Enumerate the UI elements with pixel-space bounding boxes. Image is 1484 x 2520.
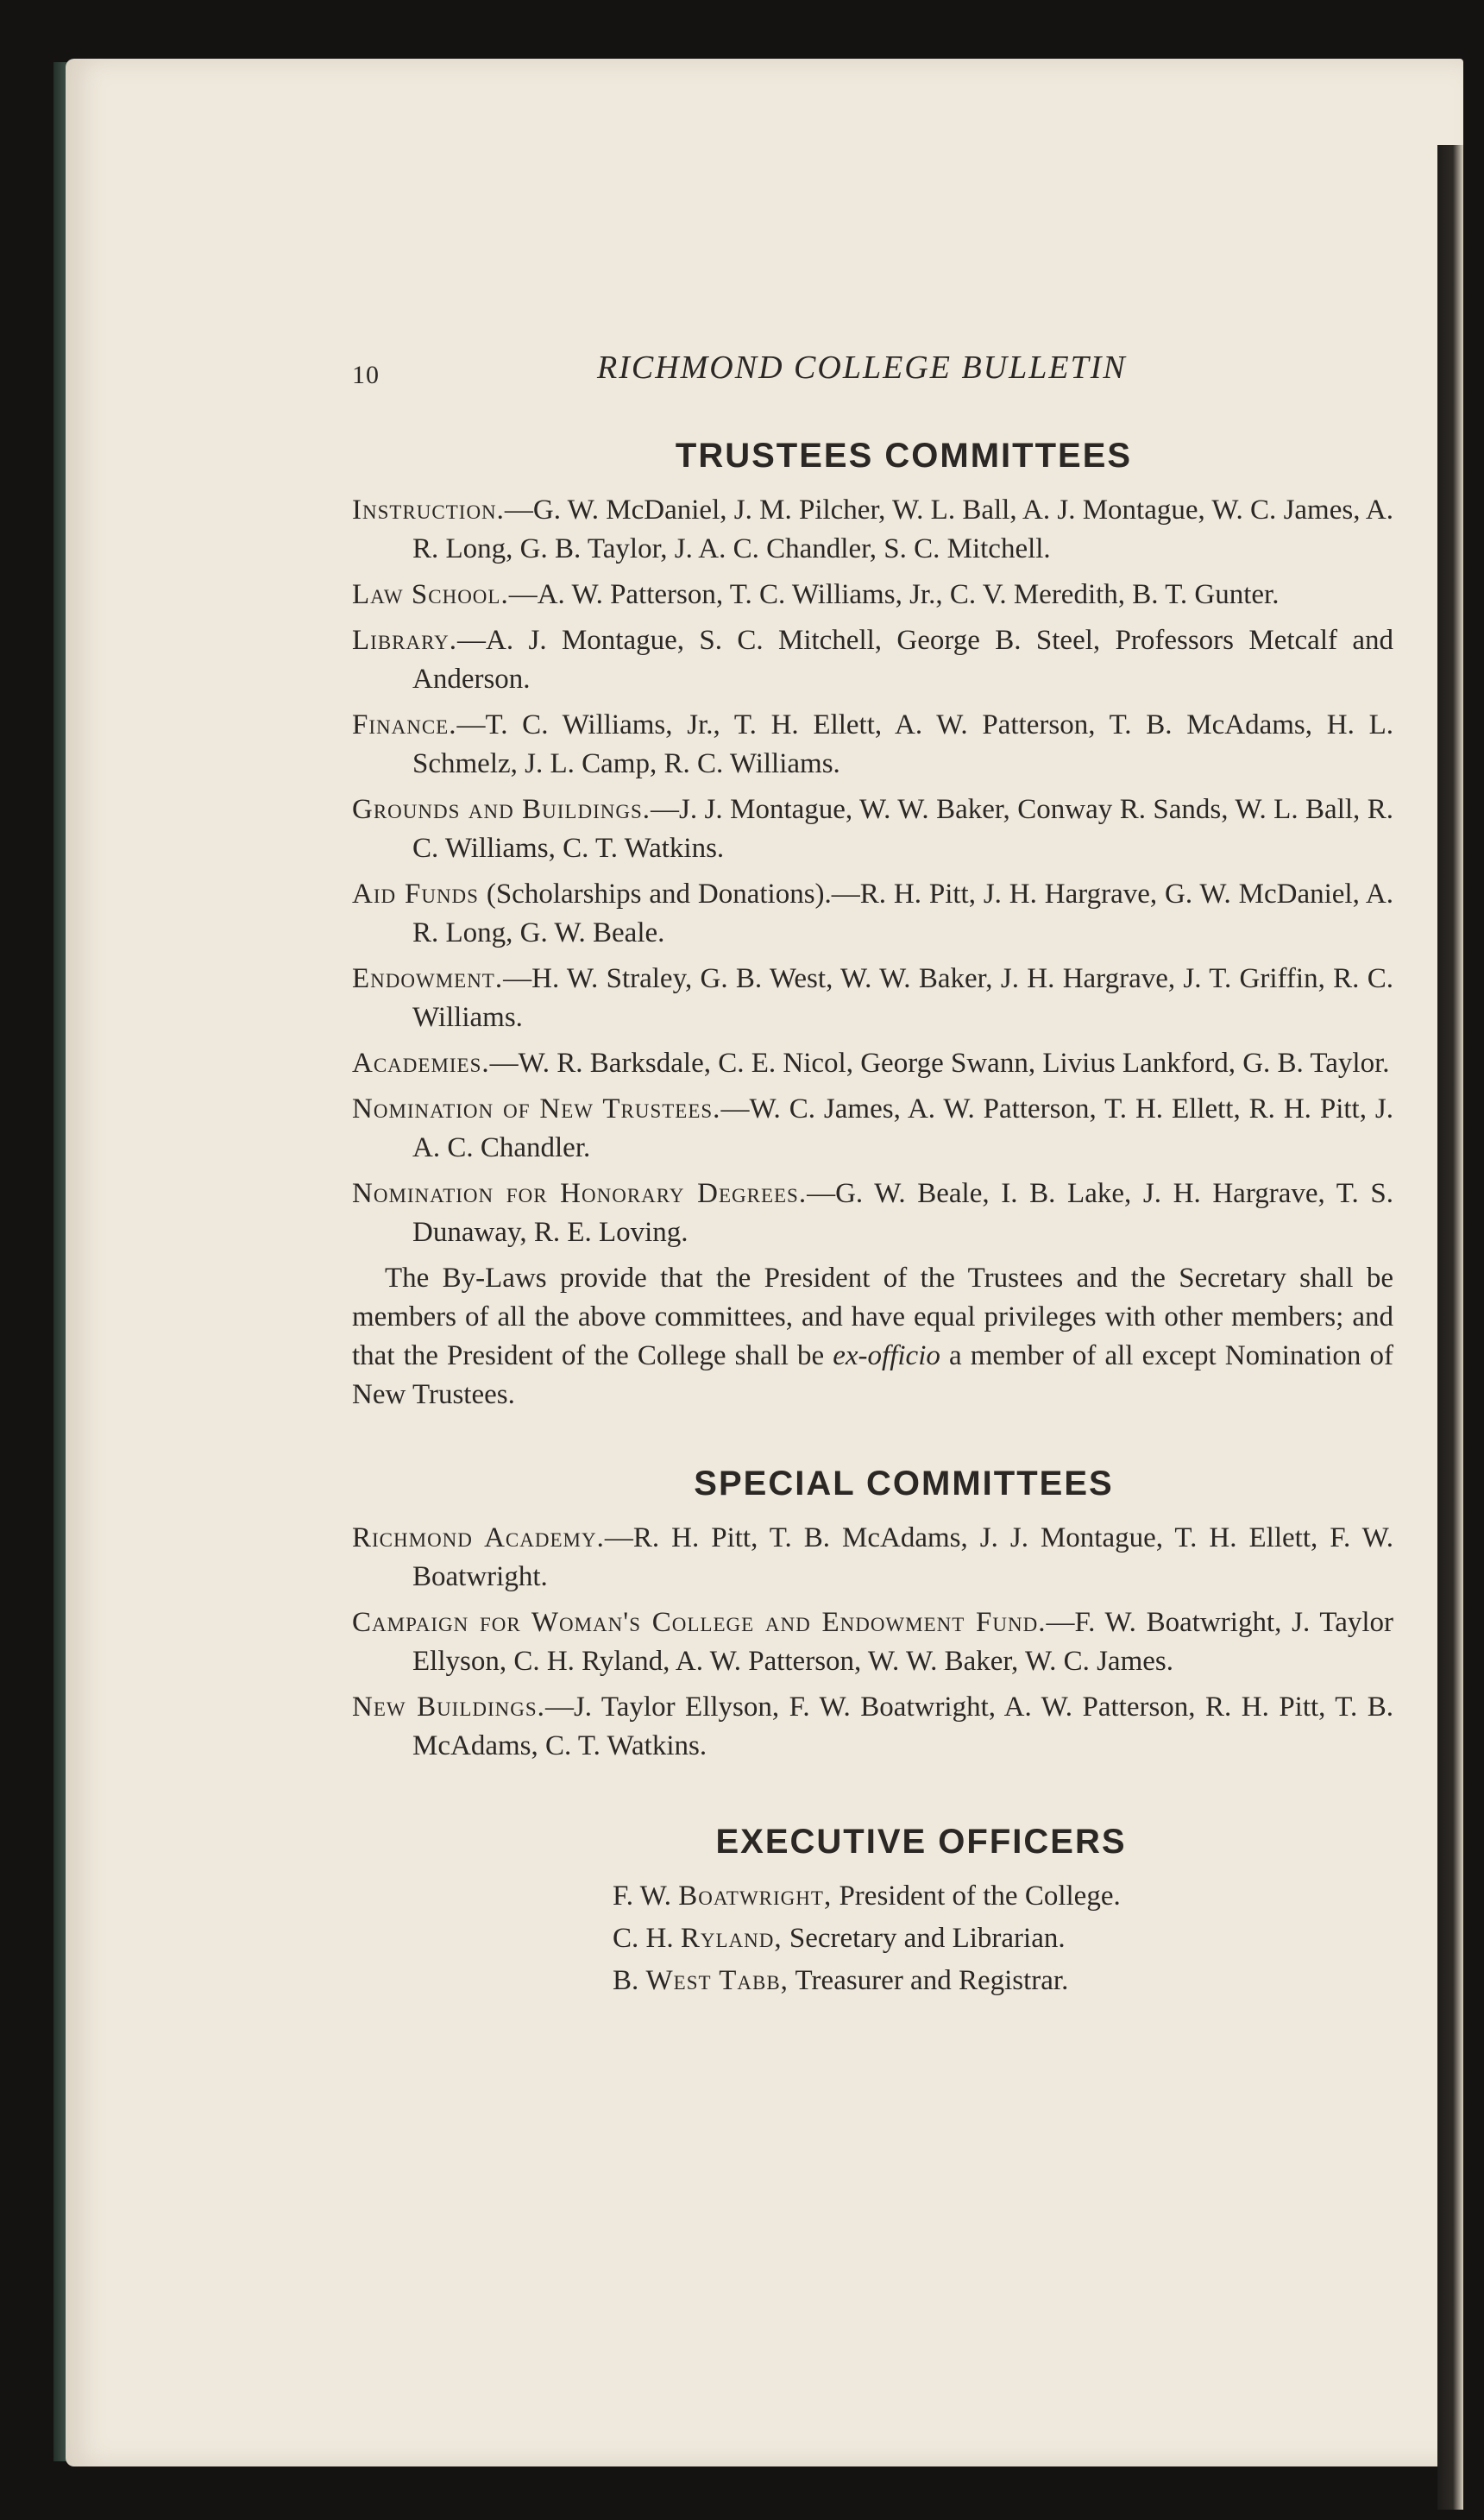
officer-name: Boatwright, <box>678 1881 833 1912</box>
committee-name: Aid Funds <box>352 879 479 910</box>
bylaws-italic-term: ex-officio <box>833 1340 940 1371</box>
committee-members: (Scholarships and Donations).—R. H. Pitt, J. H. Hargrave, G. W. McDaniel, A. R. Long, G. W. Beale. <box>412 879 1393 948</box>
bylaws-paragraph <box>352 1259 1393 1414</box>
officer-role: President of the College. <box>832 1881 1121 1912</box>
committee-members: —J. Taylor Ellyson, F. W. Boatwright, A. W. Patterson, R. H. Pitt, T. B. McAdams, C. T. Watkins. <box>412 1692 1393 1761</box>
committee-entry <box>352 576 1393 614</box>
officer-name: Ryland, <box>680 1923 783 1954</box>
committee-entry <box>352 875 1393 953</box>
section-spacer <box>285 1414 1393 1465</box>
committee-entry <box>352 1688 1393 1766</box>
committee-name: Academies. <box>352 1048 490 1079</box>
trustees-heading: TRUSTEES COMMITTEES <box>675 437 1133 475</box>
page-number: 10 <box>352 361 380 389</box>
committee-name: Instruction. <box>352 495 505 526</box>
committee-members: —R. H. Pitt, T. B. McAdams, J. J. Montague, T. H. Ellett, F. W. Boatwright. <box>412 1522 1393 1592</box>
bylaws-text: The By-Laws provide that the President of the Trustees and the Secretary shall be members of all the above committees, and have equal privileges with other members; and that the President of the College shall be <box>352 1263 1393 1371</box>
committee-entry <box>352 1603 1393 1681</box>
committee-entry <box>352 960 1393 1037</box>
committee-entry <box>352 1519 1393 1597</box>
committee-entry <box>352 706 1393 784</box>
officer-initials: F. W. <box>613 1881 679 1912</box>
committee-name: Nomination of New Trustees. <box>352 1093 721 1125</box>
running-head <box>285 349 1393 392</box>
committee-entry <box>352 1044 1393 1083</box>
committee-name: Grounds and Buildings. <box>352 794 651 825</box>
officer-initials: B. <box>613 1965 646 1996</box>
committee-members: —T. C. Williams, Jr., T. H. Ellett, A. W. Patterson, T. B. McAdams, H. L. Schmelz, J. L. Camp, R. C. Williams. <box>412 709 1393 779</box>
page-edge <box>1437 145 1463 2510</box>
committee-name: Campaign for Woman's College and Endowment Fund. <box>352 1607 1047 1638</box>
running-title: RICHMOND COLLEGE BULLETIN <box>597 350 1127 386</box>
committee-entry <box>352 621 1393 699</box>
committee-name: Finance. <box>352 709 457 740</box>
committee-members: —G. W. Beale, I. B. Lake, J. H. Hargrave, T. S. Dunaway, R. E. Loving. <box>412 1178 1393 1248</box>
committee-name: Nomination for Honorary Degrees. <box>352 1178 808 1209</box>
committee-members: —G. W. McDaniel, J. M. Pilcher, W. L. Ball, A. J. Montague, W. C. James, A. R. Long, G. B. Taylor, J. A. C. Chandler, S. C. Mitchell. <box>412 495 1393 564</box>
officer-name: West Tabb, <box>645 1965 789 1996</box>
officer-initials: C. H. <box>613 1923 681 1954</box>
officer-role: Treasurer and Registrar. <box>788 1965 1069 1996</box>
executive-heading: EXECUTIVE OFFICERS <box>715 1823 1127 1861</box>
officer-role: Secretary and Librarian. <box>782 1923 1066 1954</box>
committee-members: —A. J. Montague, S. C. Mitchell, George B. Steel, Professors Metcalf and Anderson. <box>412 625 1393 695</box>
committee-name: Richmond Academy. <box>352 1522 605 1553</box>
committee-entry <box>352 1175 1393 1252</box>
committee-members: —J. J. Montague, W. W. Baker, Conway R. Sands, W. L. Ball, R. C. Williams, C. T. Watkins. <box>412 794 1393 864</box>
committee-name: New Buildings. <box>352 1692 545 1723</box>
trustees-committee-list <box>285 491 1393 1252</box>
committee-members: —A. W. Patterson, T. C. Williams, Jr., C. V. Meredith, B. T. Gunter. <box>508 579 1280 610</box>
executive-officers-list <box>613 1877 1393 2000</box>
committee-entry <box>352 791 1393 868</box>
committee-members: —F. W. Boatwright, J. Taylor Ellyson, C. H. Ryland, A. W. Patterson, W. W. Baker, W. C. James. <box>412 1607 1393 1677</box>
officer-line <box>613 1962 1393 2000</box>
committee-members: —H. W. Straley, G. B. West, W. W. Baker, J. H. Hargrave, J. T. Griffin, R. C. Williams. <box>412 963 1393 1033</box>
bylaws-text-end: a member of all except Nomination of New Trustees. <box>352 1340 1393 1410</box>
officer-line <box>613 1919 1393 1958</box>
committee-entry <box>352 1090 1393 1168</box>
committee-entry <box>352 491 1393 569</box>
committee-name: Law School. <box>352 579 509 610</box>
page-content <box>285 349 1393 2004</box>
special-heading: SPECIAL COMMITTEES <box>694 1465 1114 1503</box>
committee-name: Library. <box>352 625 458 656</box>
section-spacer <box>285 1773 1393 1823</box>
committee-members: —W. R. Barksdale, C. E. Nicol, George Swann, Livius Lankford, G. B. Taylor. <box>489 1048 1390 1079</box>
officer-line <box>613 1877 1393 1916</box>
special-committee-list <box>285 1519 1393 1766</box>
committee-members: —W. C. James, A. W. Patterson, T. H. Ellett, R. H. Pitt, J. A. C. Chandler. <box>412 1093 1393 1163</box>
committee-name: Endowment. <box>352 963 504 994</box>
